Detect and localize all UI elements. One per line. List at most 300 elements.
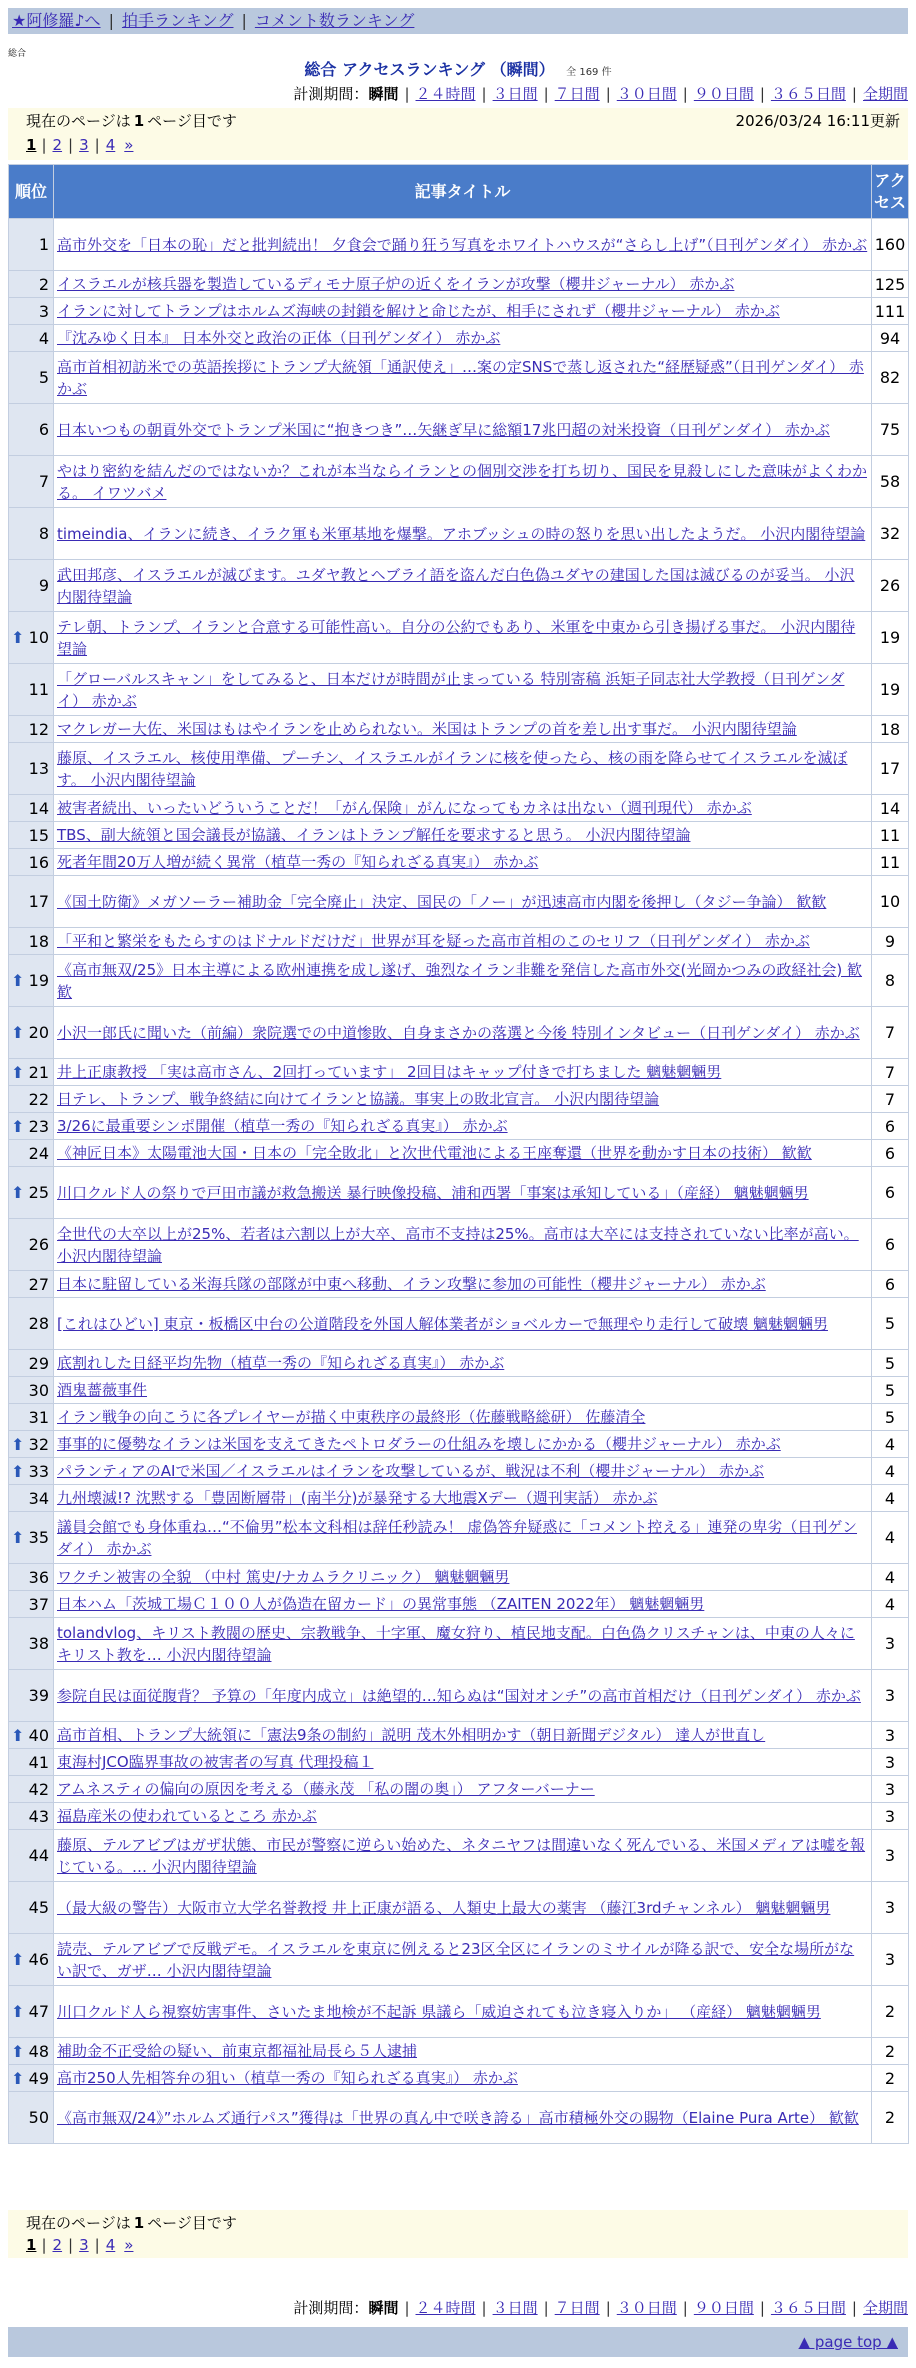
title-cell — [54, 271, 872, 298]
rank-cell — [9, 1007, 54, 1059]
pager-separator: | — [94, 2236, 100, 2254]
table-row — [9, 612, 909, 664]
article-link[interactable]: 日本ハム「茨城工場Ｃ１００人が偽造在留カード」の異常事態 （ZAITEN 2022年） 魑魅魍魎男 — [57, 1595, 705, 1613]
access-count: 19 — [872, 664, 909, 716]
access-count: 6 — [872, 1219, 909, 1271]
access-count: 3 — [872, 1618, 909, 1670]
period-option[interactable]: ３６５日間 — [770, 85, 846, 103]
period-separator: | — [404, 2299, 410, 2317]
nav-separator: | — [108, 11, 114, 30]
title-cell — [54, 325, 872, 352]
rank-number: 50 — [28, 2108, 49, 2127]
title-cell — [54, 1271, 872, 1298]
access-count: 6 — [872, 1140, 909, 1167]
access-count: 160 — [872, 219, 909, 271]
access-count: 3 — [872, 1749, 909, 1776]
article-link[interactable]: 「平和と繁栄をもたらすのはドナルドだけだ」世界が耳を疑った高市首相のこのセリフ（日刊ゲンダイ） 赤かぶ — [57, 932, 810, 950]
article-link[interactable]: 事事的に優勢なイランは米国を支えてきたペトロダラーの仕組みを壊しにかかる（櫻井ジャーナル） 赤かぶ — [57, 1435, 781, 1453]
rank-cell — [9, 795, 54, 822]
access-count: 4 — [872, 1458, 909, 1485]
title-cell — [54, 2065, 872, 2092]
article-link[interactable]: 「グローバルスキャン」をしてみると、日本だけが時間が止まっている 特別寄稿 浜矩子同志社大学教授（日刊ゲンダイ） 赤かぶ — [57, 669, 845, 710]
page-title — [0, 60, 916, 83]
table-row — [9, 1722, 909, 1749]
pager-next[interactable]: » — [124, 136, 134, 154]
article-link[interactable]: 参院自民は面従腹背？ 予算の「年度内成立」は絶望的…知らぬは“国対オンチ”の高市首相だけ（日刊ゲンダイ） 赤かぶ — [57, 1686, 861, 1705]
table-row — [9, 876, 909, 928]
rank-up-arrow-icon: ⬆ — [11, 2002, 25, 2021]
period-separator: | — [682, 85, 688, 103]
pager-page[interactable]: 3 — [79, 2236, 89, 2254]
access-count: 11 — [872, 822, 909, 849]
rank-cell — [9, 1670, 54, 1722]
period-option[interactable]: 全期間 — [862, 2299, 908, 2317]
title-cell — [54, 1722, 872, 1749]
title-cell — [54, 2038, 872, 2065]
article-link[interactable]: TBS、副大統領と国会議長が協議、イランはトランプ解任を要求すると思う。 小沢内閣待望論 — [57, 826, 691, 844]
title-cell — [54, 1749, 872, 1776]
rank-number: 5 — [38, 368, 49, 387]
footer-bar — [8, 2327, 908, 2357]
rank-number: 21 — [28, 1062, 49, 1082]
article-link[interactable]: tolandvlog、キリスト教閥の歴史、宗教戦争、十字軍、魔女狩り、植民地支配。白色偽クリスチャンは、中東の人々にキリスト教を… 小沢内閣待望論 — [57, 1623, 855, 1664]
access-count: 5 — [872, 1404, 909, 1431]
article-link[interactable]: 死者年間20万人増が続く異常（植草一秀の『知られざる真実』） 赤かぶ — [57, 853, 539, 871]
rank-cell — [9, 1618, 54, 1670]
rank-cell — [9, 928, 54, 955]
title-cell — [54, 1803, 872, 1830]
rank-cell — [9, 1086, 54, 1113]
rank-number: 48 — [28, 2041, 49, 2061]
article-link[interactable]: 井上正康教授 「実は高市さん、2回打っています」 2回目はキャップ付きで打ちました 魑魅魍魎男 — [57, 1063, 722, 1081]
page-top-link[interactable]: ▲ page top ▲ — [798, 2333, 898, 2351]
rank-cell — [9, 219, 54, 271]
ranking-body — [9, 219, 909, 2144]
rank-number: 12 — [28, 719, 49, 739]
pager-separator: | — [68, 2236, 74, 2254]
table-row — [9, 456, 909, 508]
article-link[interactable]: アムネスティの偏向の原因を考える（藤永茂 「私の闇の奥」） アフターバーナー — [57, 1780, 595, 1798]
period-separator: | — [543, 85, 549, 103]
title-cell — [54, 1059, 872, 1086]
table-row — [9, 1007, 909, 1059]
article-link[interactable]: 九州壊滅!? 沈黙する「豊固断層帯」(南半分)が暴発する大地震Xデー（週刊実話） 赤かぶ — [57, 1489, 658, 1507]
article-link[interactable]: 藤原、テルアビブはガザ状態、市民が警察に逆らい始めた、ネタニヤフは間違いなく死んでいる、米国メディアは嘘を報じている。… 小沢内閣待望論 — [57, 1835, 866, 1876]
table-row — [9, 1776, 909, 1803]
rank-cell — [9, 1431, 54, 1458]
period-option[interactable]: ９０日間 — [693, 85, 754, 103]
rank-cell — [9, 1485, 54, 1512]
access-count: 4 — [872, 1512, 909, 1564]
rank-number: 26 — [28, 1235, 49, 1254]
rank-number: 2 — [38, 274, 49, 294]
table-row — [9, 1113, 909, 1140]
page-title-text: 総合 アクセスランキング （瞬間） — [304, 60, 555, 79]
rank-number: 38 — [28, 1634, 49, 1653]
article-link[interactable]: 高市首相、トランプ大統領に「憲法9条の制約」説明 茂木外相明かす（朝日新聞デジタル） 達人が世直し — [57, 1726, 766, 1744]
rank-cell — [9, 612, 54, 664]
table-row — [9, 2092, 909, 2144]
article-link[interactable]: やはり密約を結んだのではないか？これが本当ならイランとの個別交渉を打ち切り、国民を見殺しにした意味がよくわかる。 イワツバメ — [57, 461, 868, 502]
rank-cell — [9, 1882, 54, 1934]
article-link[interactable]: 読売、テルアビブで反戦デモ。イスラエルを東京に例えると23区全区にイランのミサイルが降る訳で、安全な場所がない訳で、ガザ… 小沢内閣待望論 — [57, 1939, 855, 1980]
table-row — [9, 1140, 909, 1167]
rank-number: 42 — [28, 1779, 49, 1799]
rank-cell — [9, 2038, 54, 2065]
period-option[interactable]: ９０日間 — [693, 2299, 754, 2317]
access-count: 2 — [872, 1986, 909, 2038]
article-link[interactable]: 被害者続出、いったいどういうことだ！「がん保険」がんになってもカネは出ない（週刊現代） 赤かぶ — [57, 799, 752, 817]
rank-cell — [9, 352, 54, 404]
period-selector-top — [293, 84, 908, 104]
pager-separator: | — [41, 2236, 47, 2254]
rank-cell — [9, 1140, 54, 1167]
article-link[interactable]: イランに対してトランプはホルムズ海峡の封鎖を解けと命じたが、相手にされず（櫻井ジャーナル） 赤かぶ — [57, 302, 780, 320]
period-option[interactable]: ３０日間 — [616, 85, 677, 103]
rank-up-arrow-icon: ⬆ — [11, 2068, 25, 2088]
article-link[interactable]: 《高市無双/25》日本主導による欧州連携を成し遂げ、強烈なイラン非難を発信した高市外交(光岡かつみの政経社会) 歓歓 — [57, 960, 863, 1001]
period-label: 計測期間： — [293, 2299, 369, 2317]
rank-number: 24 — [28, 1143, 49, 1163]
ranking-table — [8, 164, 909, 2144]
table-row — [9, 664, 909, 716]
table-row — [9, 1882, 909, 1934]
rank-up-arrow-icon: ⬆ — [11, 1023, 25, 1042]
article-link[interactable]: イラン戦争の向こうに各プレイヤーが描く中東秩序の最終形（佐藤戦略総研） 佐藤清全 — [57, 1408, 646, 1426]
rank-number: 4 — [38, 328, 49, 348]
article-link[interactable]: 小沢一郎氏に聞いた（前編）衆院選での中道惨敗、自身まさかの落選と今後 特別インタビュー（日刊ゲンダイ） 赤かぶ — [57, 1023, 860, 1042]
rank-up-arrow-icon: ⬆ — [11, 971, 25, 990]
access-count: 2 — [872, 2065, 909, 2092]
pager-separator: | — [94, 136, 100, 154]
period-separator: | — [851, 2299, 857, 2317]
period-label: 計測期間： — [293, 85, 369, 103]
table-row — [9, 1830, 909, 1882]
article-link[interactable]: 藤原、イスラエル、核使用準備、プーチン、イスラエルがイランに核を使ったら、核の雨を降らせてイスラエルを滅ぼす。 小沢内閣待望論 — [57, 748, 848, 789]
top-nav — [8, 8, 908, 34]
rank-cell — [9, 1298, 54, 1350]
article-link[interactable]: 日本に駐留している米海兵隊の部隊が中東へ移動、イラン攻撃に参加の可能性（櫻井ジャーナル） 赤かぶ — [57, 1275, 766, 1293]
pager-page[interactable]: 2 — [52, 136, 63, 154]
access-count: 75 — [872, 404, 909, 456]
rank-number: 39 — [28, 1686, 49, 1705]
title-cell — [54, 1986, 872, 2038]
access-count: 3 — [872, 1882, 909, 1934]
access-count: 111 — [872, 298, 909, 325]
period-option[interactable]: ３日間 — [492, 85, 538, 103]
article-link[interactable]: 高市首相初訪米での英語挨拶にトランプ大統領「通訳使え」…案の定SNSで蒸し返された“経歴疑惑”（日刊ゲンダイ） 赤かぶ — [57, 357, 864, 398]
rank-number: 46 — [28, 1950, 49, 1969]
article-link[interactable]: 《高市無双/24》”ホルムズ通行パス”獲得は「世界の真ん中で咲き誇る」高市積極外交の賜物（Elaine Pura Arte） 歓歓 — [57, 2108, 859, 2127]
article-link[interactable]: 底割れした日経平均先物（植草一秀の『知られざる真実』） 赤かぶ — [57, 1354, 505, 1372]
updated-timestamp: 2026/03/24 16:11更新 — [735, 112, 900, 130]
table-row — [9, 271, 909, 298]
access-count: 14 — [872, 795, 909, 822]
pager-page[interactable]: 4 — [105, 2236, 116, 2254]
period-option[interactable]: ２４時間 — [415, 2299, 476, 2317]
rank-up-arrow-icon: ⬆ — [11, 1183, 25, 1202]
period-option[interactable]: ２４時間 — [415, 85, 476, 103]
article-link[interactable]: マクレガー大佐、米国はもはやイランを止められない。米国はトランプの首を差し出す事だ。 小沢内閣待望論 — [57, 720, 797, 738]
rank-number: 6 — [38, 420, 49, 439]
nav-link-asyura[interactable]: ★阿修羅♪へ — [12, 11, 101, 30]
access-count: 10 — [872, 876, 909, 928]
table-row — [9, 1431, 909, 1458]
rank-number: 41 — [28, 1752, 49, 1772]
access-count: 9 — [872, 928, 909, 955]
title-cell — [54, 1670, 872, 1722]
title-cell — [54, 716, 872, 743]
table-row — [9, 1749, 909, 1776]
access-count: 5 — [872, 1377, 909, 1404]
article-link[interactable]: 東海村JCO臨界事故の被害者の写真 代理投稿１ — [57, 1753, 374, 1771]
article-link[interactable]: 川口クルド人の祭りで戸田市議が救急搬送 暴行映像投稿、浦和西署「事案は承知している」（産経） 魑魅魍魎男 — [57, 1183, 809, 1202]
title-cell — [54, 219, 872, 271]
table-row — [9, 2065, 909, 2092]
period-separator: | — [605, 2299, 611, 2317]
pager-separator: | — [68, 136, 74, 154]
table-row — [9, 743, 909, 795]
rank-number: 28 — [28, 1314, 49, 1333]
title-cell — [54, 1776, 872, 1803]
period-separator: | — [759, 85, 765, 103]
article-link[interactable]: 高市外交を「日本の恥」だと批判続出！ 夕食会で踊り狂う写真をホワイトハウスが“さらし上げ”（日刊ゲンダイ） 赤かぶ — [57, 235, 868, 254]
title-cell — [54, 1219, 872, 1271]
access-count: 17 — [872, 743, 909, 795]
article-link[interactable]: 議員会館でも身体重ね…“不倫男”松本文科相は辞任秒読み！ 虚偽答弁疑惑に「コメント控える」連発の卑劣（日刊ゲンダイ） 赤かぶ — [57, 1517, 858, 1558]
category-label: 総合 — [8, 49, 27, 59]
rank-cell — [9, 560, 54, 612]
rank-cell — [9, 1986, 54, 2038]
rank-cell — [9, 1404, 54, 1431]
rank-cell — [9, 404, 54, 456]
title-cell — [54, 1140, 872, 1167]
pager-next[interactable]: » — [124, 2236, 134, 2254]
period-option[interactable]: 全期間 — [862, 85, 908, 103]
article-link[interactable]: 高市250人先相答弁の狙い（植草一秀の『知られざる真実』） 赤かぶ — [57, 2069, 518, 2087]
article-link[interactable]: 日テレ、トランプ、戦争終結に向けてイランと協議。事実上の敗北宣言。 小沢内閣待望論 — [57, 1090, 660, 1108]
rank-number: 35 — [28, 1528, 49, 1547]
access-count: 7 — [872, 1086, 909, 1113]
title-cell — [54, 1591, 872, 1618]
rank-number: 18 — [28, 931, 49, 951]
article-link[interactable]: 補助金不正受給の疑い、前東京都福祉局長ら５人逮捕 — [57, 2042, 418, 2060]
table-row — [9, 716, 909, 743]
article-link[interactable]: 武田邦彦、イスラエルが滅びます。ユダヤ教とヘブライ語を盗んだ白色偽ユダヤの建国した国は滅びるのが妥当。 小沢内閣待望論 — [57, 565, 855, 606]
title-cell — [54, 612, 872, 664]
title-cell — [54, 352, 872, 404]
table-row — [9, 325, 909, 352]
access-count: 6 — [872, 1113, 909, 1140]
pager-page[interactable]: 4 — [105, 136, 116, 154]
period-separator: | — [851, 85, 857, 103]
period-option[interactable]: ３日間 — [492, 2299, 538, 2317]
rank-up-arrow-icon: ⬆ — [11, 1725, 25, 1745]
nav-link-comment-ranking[interactable]: コメント数ランキング — [254, 11, 415, 30]
pager-separator: | — [41, 136, 47, 154]
item-count: 全 169 件 — [566, 67, 612, 78]
rank-number: 22 — [28, 1089, 49, 1109]
page-info-top — [8, 108, 908, 160]
article-link[interactable]: [これはひどい] 東京・板橋区中台の公道階段を外国人解体業者がショベルカーで無理やり走行して破壊 魑魅魍魎男 — [57, 1314, 828, 1333]
rank-number: 49 — [28, 2068, 49, 2088]
rank-number: 3 — [38, 301, 49, 321]
rank-number: 20 — [28, 1023, 49, 1042]
title-cell — [54, 298, 872, 325]
title-cell — [54, 1934, 872, 1986]
table-row — [9, 849, 909, 876]
access-count: 18 — [872, 716, 909, 743]
table-row — [9, 298, 909, 325]
rank-cell — [9, 876, 54, 928]
access-count: 7 — [872, 1059, 909, 1086]
nav-link-applause-ranking[interactable]: 拍手ランキング — [121, 11, 234, 30]
access-count: 125 — [872, 271, 909, 298]
title-cell — [54, 1298, 872, 1350]
table-row — [9, 1485, 909, 1512]
article-link[interactable]: 川口クルド人ら視察妨害事件、さいたま地検が不起訴 県議ら「威迫されても泣き寝入りか」 （産経） 魑魅魍魎男 — [57, 2002, 821, 2021]
table-row — [9, 1059, 909, 1086]
access-count: 26 — [872, 560, 909, 612]
rank-number: 31 — [28, 1407, 49, 1427]
rank-cell — [9, 822, 54, 849]
rank-cell — [9, 1803, 54, 1830]
article-link[interactable]: テレ朝、トランプ、イランと合意する可能性高い。自分の公約でもあり、米軍を中東から引き揚げる事だ。 小沢内閣待望論 — [57, 617, 856, 658]
access-count: 3 — [872, 1722, 909, 1749]
article-link[interactable]: 全世代の大卒以上が25%、若者は六割以上が大卒、高市不支持は25%。高市は大卒には支持されていない比率が高い。 小沢内閣待望論 — [57, 1224, 859, 1265]
rank-number: 37 — [28, 1594, 49, 1614]
title-cell — [54, 560, 872, 612]
article-link[interactable]: イスラエルが核兵器を製造しているディモナ原子炉の近くをイランが攻撃（櫻井ジャーナル） 赤かぶ — [57, 275, 735, 293]
access-count: 5 — [872, 1350, 909, 1377]
table-row — [9, 795, 909, 822]
title-cell — [54, 1350, 872, 1377]
article-link[interactable]: 酒鬼薔薇事件 — [57, 1381, 148, 1399]
rank-up-arrow-icon: ⬆ — [11, 1950, 25, 1969]
access-count: 2 — [872, 2038, 909, 2065]
table-row — [9, 1219, 909, 1271]
period-option[interactable]: ７日間 — [554, 2299, 600, 2317]
period-separator: | — [605, 85, 611, 103]
access-count: 7 — [872, 1007, 909, 1059]
access-count: 3 — [872, 1776, 909, 1803]
rank-cell — [9, 716, 54, 743]
table-row — [9, 1458, 909, 1485]
current-page-line: 現在のページは 1 ページ目です — [26, 112, 237, 130]
access-count: 6 — [872, 1167, 909, 1219]
rank-number: 47 — [28, 2002, 49, 2021]
access-count: 5 — [872, 1298, 909, 1350]
rank-number: 36 — [28, 1567, 49, 1587]
title-cell — [54, 1882, 872, 1934]
period-separator: | — [759, 2299, 765, 2317]
table-row — [9, 508, 909, 560]
title-cell — [54, 404, 872, 456]
rank-number: 8 — [38, 524, 49, 543]
table-row — [9, 1512, 909, 1564]
access-count: 4 — [872, 1564, 909, 1591]
nav-separator: | — [241, 11, 247, 30]
table-row — [9, 560, 909, 612]
access-count: 4 — [872, 1485, 909, 1512]
rank-cell — [9, 325, 54, 352]
table-row — [9, 822, 909, 849]
period-separator: | — [682, 2299, 688, 2317]
article-link[interactable]: 《国土防衛》メガソーラー補助金「完全廃止」決定、国民の「ノー」が迅速高市内閣を後押し（タジー争論） 歓歓 — [57, 892, 827, 911]
rank-number: 14 — [28, 798, 49, 818]
rank-cell — [9, 849, 54, 876]
rank-number: 7 — [38, 472, 49, 491]
period-option[interactable]: ７日間 — [554, 85, 600, 103]
period-option[interactable]: ３０日間 — [616, 2299, 677, 2317]
rank-number: 23 — [28, 1116, 49, 1136]
title-cell — [54, 876, 872, 928]
table-row — [9, 1986, 909, 2038]
pager-top — [26, 136, 134, 154]
rank-cell — [9, 1722, 54, 1749]
rank-number: 45 — [28, 1898, 49, 1917]
article-link[interactable]: 3/26に最重要シンポ開催（植草一秀の『知られざる真実』） 赤かぶ — [57, 1117, 508, 1135]
article-link[interactable]: 『沈みゆく日本』 日本外交と政治の正体（日刊ゲンダイ） 赤かぶ — [57, 329, 501, 347]
title-cell — [54, 1485, 872, 1512]
title-cell — [54, 1377, 872, 1404]
article-link[interactable]: timeindia、イランに続き、イラク軍も米軍基地を爆撃。アホブッシュの時の怒りを思い出したようだ。 小沢内閣待望論 — [57, 524, 866, 543]
title-cell — [54, 849, 872, 876]
table-row — [9, 1803, 909, 1830]
rank-cell — [9, 1377, 54, 1404]
period-option[interactable]: ３６５日間 — [770, 2299, 846, 2317]
pager-page: 1 — [26, 2236, 37, 2254]
table-row — [9, 1618, 909, 1670]
rank-cell — [9, 298, 54, 325]
header-title: 記事タイトル — [54, 165, 872, 219]
rank-cell — [9, 456, 54, 508]
rank-number: 40 — [28, 1725, 49, 1745]
access-count: 3 — [872, 1670, 909, 1722]
rank-cell — [9, 1350, 54, 1377]
period-separator: | — [404, 85, 410, 103]
pager-page: 1 — [26, 136, 37, 154]
table-row — [9, 352, 909, 404]
title-cell — [54, 456, 872, 508]
table-row — [9, 1670, 909, 1722]
title-cell — [54, 955, 872, 1007]
pager-page[interactable]: 2 — [52, 2236, 63, 2254]
table-row — [9, 404, 909, 456]
rank-cell — [9, 2092, 54, 2144]
article-link[interactable]: ワクチン被害の全貌 （中村 篤史/ナカムラクリニック） 魑魅魍魎男 — [57, 1568, 510, 1586]
rank-number: 27 — [28, 1274, 49, 1294]
rank-cell — [9, 1167, 54, 1219]
article-link[interactable]: （最大級の警告）大阪市立大学名誉教授 井上正康が語る、人類史上最大の薬害 （藤江3rdチャンネル） 魑魅魍魎男 — [57, 1898, 831, 1917]
title-cell — [54, 743, 872, 795]
rank-cell — [9, 1830, 54, 1882]
rank-number: 17 — [28, 892, 49, 911]
title-cell — [54, 1086, 872, 1113]
access-count: 6 — [872, 1271, 909, 1298]
rank-cell — [9, 955, 54, 1007]
article-link[interactable]: 福島産米の使われているところ 赤かぶ — [57, 1807, 317, 1825]
rank-cell — [9, 1776, 54, 1803]
rank-cell — [9, 1219, 54, 1271]
access-count: 32 — [872, 508, 909, 560]
pager-page[interactable]: 3 — [79, 136, 89, 154]
access-count: 94 — [872, 325, 909, 352]
article-link[interactable]: 日本いつもの朝貢外交でトランプ米国に“抱きつき”…矢継ぎ早に総額17兆円超の対米投資（日刊ゲンダイ） 赤かぶ — [57, 420, 830, 439]
rank-number: 15 — [28, 825, 49, 845]
article-link[interactable]: パランティアのAIで米国／イスラエルはイランを攻撃しているが、戦況は不利（櫻井ジャーナル） 赤かぶ — [57, 1462, 765, 1480]
article-link[interactable]: 《神匠日本》太陽電池大国・日本の「完全敗北」と次世代電池による王座奪還（世界を動かす日本の技術） 歓歓 — [57, 1144, 812, 1162]
